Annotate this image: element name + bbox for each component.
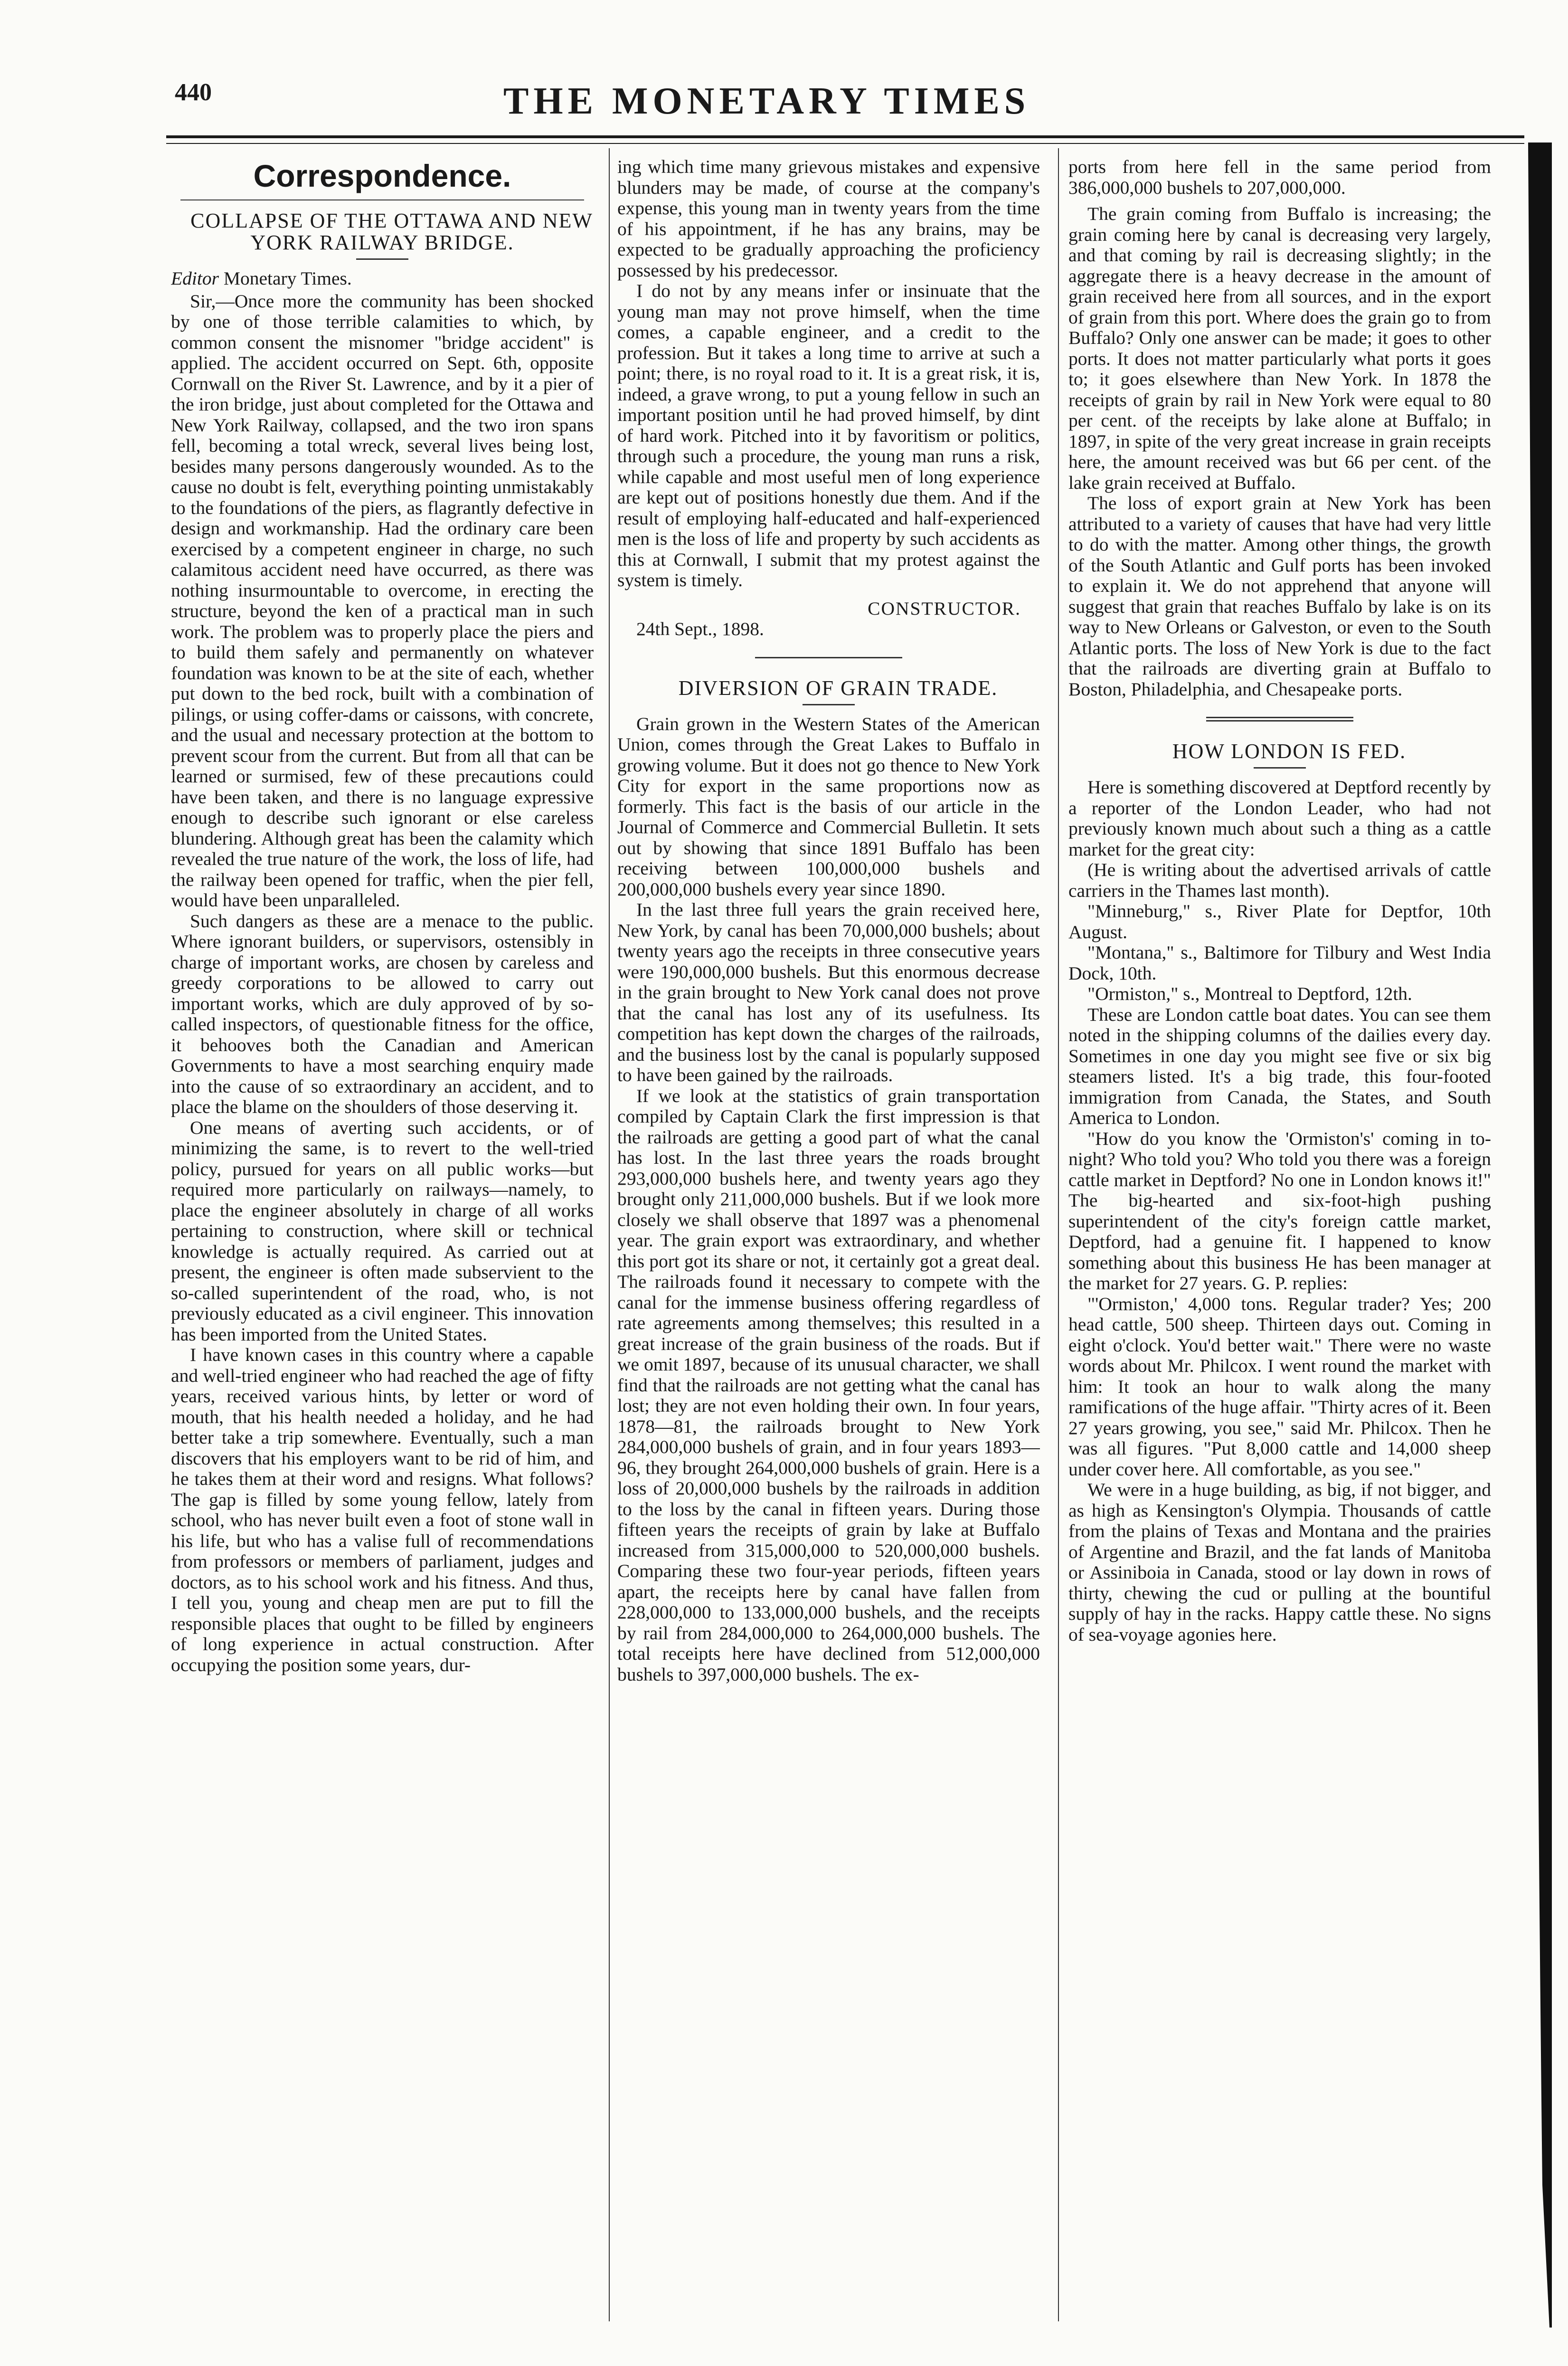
paragraph: ing which time many grievous mistakes and expensive blunders may be made, of course at the company's expense, this young man in twenty years from the time of his appointment, if he has any brains, may be expected to be gradually approaching the proficiency possessed by his predecessor.: [617, 157, 1040, 281]
header-rule-thick: [166, 135, 1524, 138]
paragraph: "Montana," s., Baltimore for Tilbury and West India Dock, 10th.: [1068, 942, 1491, 984]
article-separator: [1206, 717, 1353, 722]
salutation-publication: Monetary Times.: [218, 268, 352, 289]
paragraph: The grain coming from Buffalo is increasing; the grain coming here by canal is decreasing very largely, and that coming by rail is decreasing slightly; in the aggregate there is a heavy decrease in the amount of grain received here from all sources, and in the export of grain from this port. Where does the grain go to from Buffalo? Only one answer can be made; it goes to other ports. It does not matter particularly what ports it goes to; it goes elsewhere than New York. In 1878 the receipts of grain by rail in New York were equal to 80 per cent. of the receipts by lake alone at Buffalo; in 1897, in spite of the very great increase in grain receipts here, the amount received was but 66 per cent. of the lake grain received at Buffalo.: [1068, 203, 1491, 493]
column-divider-2: [1058, 148, 1059, 2321]
salutation: [171, 268, 594, 289]
article-title-rule: [803, 704, 855, 705]
article-title-bridge: COLLAPSE OF THE OTTAWA AND NEW YORK RAILWAY BRIDGE.: [190, 209, 593, 254]
page-edge-shadow: [1523, 143, 1552, 2328]
paragraph: (He is writing about the advertised arrivals of cattle carriers in the Thames last month).: [1068, 859, 1491, 901]
column-2: [617, 157, 1040, 2323]
header-rule-thin: [166, 143, 1524, 144]
paragraph: One means of averting such accidents, or of minimizing the same, is to revert to the well-tried policy, pursued for years on all public works—but required more particularly on railways—namely, to place the engineer absolutely in charge of all works pertaining to construction, where skill or technical knowledge is actually required. As carried out at present, the engineer is often made subservient to the so-called superintendent of the road, who, is not previously educated as a civil engineer. This innovation has been imported from the United States.: [171, 1117, 594, 1345]
paragraph: Grain grown in the Western States of the American Union, comes through the Great Lakes to Buffalo in growing volume. But it does not go thence to New York City for export in the same proportions now as formerly. This fact is the basis of our article in the Journal of Commerce and Commercial Bulletin. It sets out by showing that since 1891 Buffalo has been receiving between 100,000,000 bushels and 200,000,000 bushels every year since 1890.: [617, 713, 1040, 900]
paragraph: We were in a huge building, as big, if not bigger, and as high as Kensington's Olympia. Thousands of cattle from the plains of Texas and Montana and the prairies of Argentine and Brazil, and the fat lands of Manitoba or Assiniboia in Canada, stood or lay down in rows of thirty, chewing the cud or pulling at the bountiful supply of hay in the racks. Happy cattle these. No signs of sea-voyage agonies here.: [1068, 1479, 1491, 1645]
section-title-correspondence: Correspondence.: [253, 158, 511, 193]
paragraph: Here is something discovered at Deptford recently by a reporter of the London Leader, who had not previously known much about such a thing as a cattle market for the great city:: [1068, 777, 1491, 860]
article-title-rule: [356, 258, 408, 260]
paragraph: If we look at the statistics of grain transportation compiled by Captain Clark the first impression is that the railroads are getting a good part of what the canal has lost. In the last three years the roads brought 293,000,000 bushels here, and twenty years ago they brought only 211,000,000 bushels. But if we look more closely we shall observe that 1897 was a phenomenal year. The grain export was extraordinary, and whether this port got its share or not, it certainly got a great deal. The railroads found it necessary to compete with the canal for the immense business offering regardless of rate agreements among themselves; this resulted in a great increase of the grain business of the roads. But if we omit 1897, because of its unusual character, we shall find that the railroads are not getting what the canal has lost; they are not even holding their own. In four years, 1878—81, the railroads brought to New York 284,000,000 bushels of grain, and in four years 1893—96, they brought 264,000,000 bushels of grain. Here is a loss of 20,000,000 bushels by the railroads in addition to the loss by the canal in fifteen years. During those fifteen years the receipts of grain by lake at Buffalo increased from 315,000,000 to 520,000,000 bushels. Comparing these two four-year periods, fifteen years apart, the receipts here by canal have fallen from 228,000,000 to 133,000,000 bushels, and the receipts by rail from 284,000,000 to 264,000,000 bushels. The total receipts here have declined from 512,000,000 bushels to 397,000,000 bushels. The ex-: [617, 1085, 1040, 1685]
masthead-title: THE MONETARY TIMES: [503, 80, 1030, 122]
article-separator: [755, 657, 902, 658]
paragraph: Sir,—Once more the community has been shocked by one of those terrible calamities to which, by common consent the misnomer "bridge accident" is applied. The accident occurred on Sept. 6th, opposite Cornwall on the River St. Lawrence, and by it a pier of the iron bridge, just about completed for the Ottawa and New York Railway, collapsed, and the two iron spans fell, becoming a total wreck, several lives being lost, besides many persons dangerously wounded. As to the cause no doubt is felt, everything pointing unmistakably to the foundations of the piers, as flagrantly defective in design and workmanship. Had the ordinary care been exercised by a competent engineer in charge, no such calamitous accident need have occurred, as there was nothing insurmountable to overcome, in erecting the structure, beyond the ken of a practical man in such work. The problem was to properly place the piers and to build them safely and permanently on whatever foundation was known to be at the site of each, whether put down to the bed rock, built with a combination of pilings, or using coffer-dams or caissons, with concrete, and the usual and necessary protection at the bottom to prevent scour from the current. But from all that can be learned or surmised, few of these precautions could have been taken, and there is no language expressive enough to describe such ignorant or else careless blundering. Although great has been the calamity which revealed the true nature of the work, the loss of life, had the railway been opened for traffic, when the pier fell, would have been unparalleled.: [171, 290, 594, 911]
column-1: [171, 157, 594, 2323]
paragraph: ports from here fell in the same period from 386,000,000 bushels to 207,000,000.: [1068, 157, 1491, 198]
article-title-london: HOW LONDON IS FED.: [1172, 740, 1407, 763]
paragraph: Such dangers as these are a menace to the public. Where ignorant builders, or supervisors, ostensibly in charge of important works, are chosen by careless and greedy corporations to be allowed to carry out important works, which are duly approved of by so-called inspectors, of questionable fitness for the office, it behooves both the Canadian and American Governments to have a most searching enquiry made into the cause of so extraordinary an accident, and to place the blame on the shoulders of those deserving it.: [171, 910, 594, 1117]
article-title-rule: [1254, 767, 1306, 769]
paragraph: "How do you know the 'Ormiston's' coming in to-night? Who told you? Who told you there was a foreign cattle market in Deptford? No one in London knows it!" The big-hearted and six-foot-high pushing superintendent of the city's foreign cattle market, Deptford, had a genuine fit. I happened to know something about this business He has been manager at the market for 27 years. G. P. replies:: [1068, 1128, 1491, 1293]
paragraph: The loss of export grain at New York has been attributed to a variety of causes that have had very little to do with the matter. Among other things, the growth of the South Atlantic and Gulf ports has been invoked to explain it. We do not apprehend that anyone will suggest that grain that reaches Buffalo by lake is on its way to New Orleans or Galveston, or even to the South Atlantic ports. The loss of New York is due to the fact that the railroads are diverting grain at Buffalo to Boston, Philadelphia, and Chesapeake ports.: [1068, 493, 1491, 700]
column-divider-1: [609, 148, 610, 2321]
letter-signature: CONSTRUCTOR.: [868, 598, 1021, 619]
salutation-editor: Editor: [171, 268, 219, 289]
page-number: 440: [175, 79, 212, 106]
letter-date: 24th Sept., 1898.: [636, 618, 764, 639]
paragraph: I do not by any means infer or insinuate that the young man may not prove himself, when the time comes, a capable engineer, and a credit to the profession. But it takes a long time to arrive at such a point; there, is no royal road to it. It is a great risk, it is, indeed, a grave wrong, to put a young fellow in such an important position until he had proved himself, by dint of hard work. Pitched into it by favoritism or politics, through such a procedure, the young man runs a risk, while capable and most useful men of long experience are kept out of positions honestly due them. And if the result of employing half-educated and half-experienced men is the loss of life and property by such accidents as this at Cornwall, I submit that my protest against the system is timely.: [617, 280, 1040, 590]
paragraph: In the last three full years the grain received here, New York, by canal has been 70,000,000 bushels; about twenty years ago the receipts in three consecutive years were 190,000,000 bushels. But this enormous decrease in the grain brought to New York canal does not prove that the canal has lost any of its usefulness. Its competition has kept down the charges of the railroads, and the business lost by the canal is popularly supposed to have been gained by the railroads.: [617, 899, 1040, 1085]
paragraph: "Minneburg," s., River Plate for Deptfor, 10th August.: [1068, 901, 1491, 942]
article-title-grain: DIVERSION OF GRAIN TRADE.: [678, 676, 998, 700]
paragraph: These are London cattle boat dates. You can see them noted in the shipping columns of the dailies every day. Sometimes in one day you might see five or six big steamers listed. It's a big trade, this four-footed immigration from Canada, the States, and South America to London.: [1068, 1004, 1491, 1128]
paragraph: "'Ormiston,' 4,000 tons. Regular trader? Yes; 200 head cattle, 500 sheep. Thirteen days out. Coming in eight o'clock. You'd better wait." There were no waste words about Mr. Philcox. I went round the market with him: It took an hour to walk along the many ramifications of the huge affair. "Thirty acres of it. Been 27 years growing, you see," said Mr. Philcox. Then he was all figures. "Put 8,000 cattle and 14,000 sheep under cover here. All comfortable, as you see.": [1068, 1293, 1491, 1480]
paragraph: "Ormiston," s., Montreal to Deptford, 12th.: [1087, 983, 1412, 1004]
column-3: [1068, 157, 1491, 2323]
paragraph: I have known cases in this country where a capable and well-tried engineer who had reached the age of fifty years, received various hints, by letter or word of mouth, that his health needed a holiday, and he had better take a trip somewhere. Eventually, such a man discovers that his employers want to be rid of him, and he takes them at their word and resigns. What follows? The gap is filled by some young fellow, lately from school, who has never built even a foot of stone wall in his life, but who has a valise full of recommendations from professors or members of parliament, judges and doctors, as to his school work and his fitness. And thus, I tell you, young and cheap men are put to fill the responsible places that ought to be filled by engineers of long experience in actual construction. After occupying the position some years, dur-: [171, 1344, 594, 1675]
